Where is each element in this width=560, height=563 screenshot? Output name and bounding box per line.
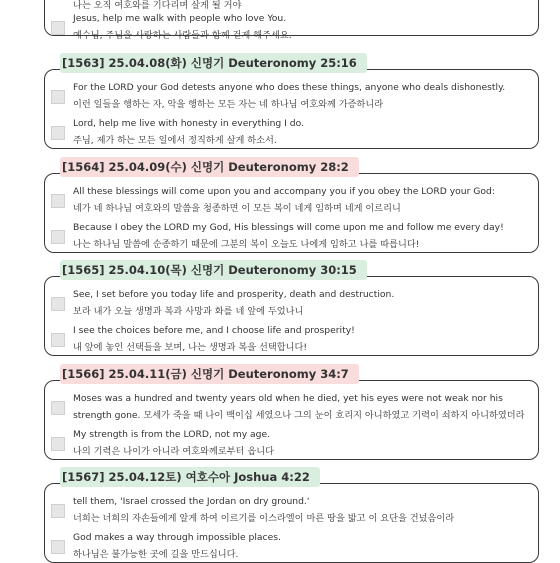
english-text: Jesus, help me walk with people who love You.: [73, 13, 287, 24]
korean-text: 너희는 너희의 자손들에게 알게 하여 이르기를 이스라엘이 마른 땅을 밟고 이 요단을 건넜음이라: [73, 513, 455, 524]
korean-text: 이런 일들을 행하는 자, 악을 행하는 모든 자는 네 하나님 여호와께 가증하니라: [73, 99, 384, 110]
entry-header: [1563] 25.04.08(화) 신명기 Deuteronomy 25:16: [60, 53, 367, 73]
checkbox[interactable]: [51, 297, 65, 311]
english-text: Lord, help me live with honesty in everything I do.: [73, 118, 305, 129]
checkbox[interactable]: [51, 230, 65, 244]
checkbox[interactable]: [51, 90, 65, 104]
korean-text: 주님, 제가 하는 모든 일에서 정직하게 살게 하소서.: [73, 135, 277, 146]
english-text: Because I obey the LORD my God, His blessings will come upon me and follow me every day!: [73, 222, 504, 233]
entry-header: [1566] 25.04.11(금) 신명기 Deuteronomy 34:7: [60, 364, 359, 384]
korean-text: 네가 네 하나님 여호와의 말씀을 청종하면 이 모든 복이 네게 임하며 네게 이르리니: [73, 203, 401, 214]
entry-card: [44, 483, 539, 563]
entry-header: [1567] 25.04.12토) 여호수아 Joshua 4:22: [60, 467, 320, 487]
entry-card: [44, 173, 539, 253]
checkbox[interactable]: [51, 126, 65, 140]
korean-text: 보라 내가 오늘 생명과 복과 사망과 화를 네 앞에 두었나니: [73, 306, 304, 317]
entry-header: [1564] 25.04.09(수) 신명기 Deuteronomy 28:2: [60, 157, 359, 177]
english-text: I see the choices before me, and I choose life and prosperity!: [73, 325, 355, 336]
checkbox[interactable]: [51, 437, 65, 451]
english-text: For the LORD your God detests anyone who does these things, anyone who deals dishonestly.: [73, 82, 506, 93]
korean-text: 나는 오직 여호와를 기다리며 살게 될 거야: [73, 0, 242, 11]
english-text: All these blessings will come upon you and accompany you if you obey the LORD your God:: [73, 186, 495, 197]
korean-text: 하나님은 불가능한 곳에 길을 만드십니다.: [73, 549, 239, 560]
checkbox[interactable]: [51, 504, 65, 518]
entry-card-partial: [44, 0, 539, 41]
english-text: God makes a way through impossible places.: [73, 532, 281, 543]
korean-text: 내 앞에 놓인 선택들을 보며, 나는 생명과 복을 선택합니다!: [73, 342, 308, 353]
english-text: tell them, 'Israel crossed the Jordan on dry ground.': [73, 496, 310, 507]
entry-card: [44, 276, 539, 356]
checkbox[interactable]: [51, 194, 65, 208]
korean-text: 예수님, 주님을 사랑하는 사람들과 함께 걷게 해주세요.: [73, 30, 292, 41]
entry-card: [44, 69, 539, 149]
checkbox[interactable]: [51, 540, 65, 554]
checkbox[interactable]: [51, 401, 65, 415]
english-text: See, I set before you today life and prosperity, death and destruction.: [73, 289, 395, 300]
entry-card: [44, 380, 539, 460]
korean-text: strength gone. 모세가 죽을 때 나이 백이십 세였으나 그의 눈이 흐리지 아니하였고 기력이 쇠하지 아니하였더라: [73, 410, 525, 421]
english-text: Moses was a hundred and twenty years old when he died, yet his eyes were not weak nor his: [73, 393, 503, 404]
korean-text: 나는 하나님 말씀에 순종하기 때문에 그분의 복이 오늘도 나에게 임하고 나를 따릅니다!: [73, 239, 420, 250]
checkbox[interactable]: [51, 21, 65, 35]
english-text: My strength is from the LORD, not my age.: [73, 429, 271, 440]
korean-text: 나의 기력은 나이가 아니라 여호와께로부터 옵니다: [73, 446, 274, 457]
checkbox[interactable]: [51, 333, 65, 347]
entry-header: [1565] 25.04.10(목) 신명기 Deuteronomy 30:15: [60, 260, 367, 280]
